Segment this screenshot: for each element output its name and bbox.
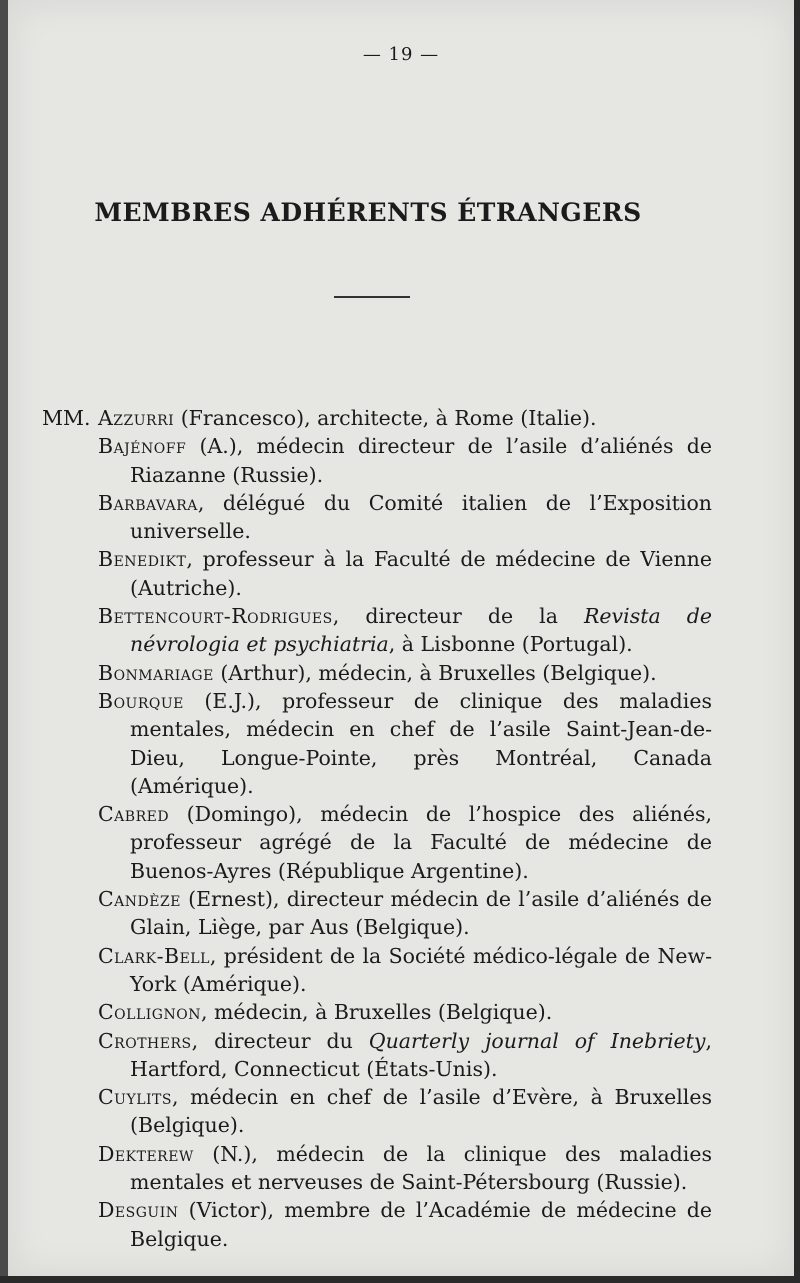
member-name: Cabred: [98, 802, 170, 827]
member-entry: [98, 885, 712, 942]
member-entry: [98, 659, 712, 687]
member-entry: [98, 404, 712, 432]
member-entry: [98, 1083, 712, 1140]
member-name: Crothers: [98, 1028, 192, 1053]
member-list: [42, 404, 712, 1253]
member-name: Benedikt: [98, 547, 187, 572]
title-rule: [334, 296, 410, 298]
member-description: (N.), médecin de la clinique des maladies mentales et nerveuses de Saint-Pétersbourg (Russie).: [130, 1141, 712, 1195]
member-description: (Victor), membre de l’Académie de médecine de Belgique.: [130, 1198, 712, 1251]
member-description: , médecin, à Bruxelles (Belgique).: [200, 1000, 553, 1025]
member-entry: [98, 687, 712, 800]
member-name: Desguin: [98, 1198, 179, 1223]
member-name: Barbavara: [98, 490, 198, 515]
member-description: (Francesco), architecte, à Rome (Italie).: [174, 406, 597, 430]
member-entry: [98, 432, 712, 489]
member-name: Bettencourt-Rodrigues: [98, 604, 333, 629]
member-entry: [98, 998, 712, 1026]
page-number: — 19 —: [362, 44, 440, 65]
member-description: (Domingo), médecin de l’hospice des aliénés, professeur agrégé de la Faculté de médecine de Buenos-Ayres (République Argentine).: [130, 802, 712, 883]
member-description: , directeur de la: [332, 604, 584, 629]
member-entry: [98, 800, 712, 885]
mm-label: MM.: [42, 406, 91, 430]
member-name: Bajénoff: [98, 434, 187, 459]
member-entry: [98, 489, 712, 546]
member-entry: [98, 1196, 712, 1253]
entries-container: [42, 404, 712, 1253]
member-name: Cuylits: [98, 1085, 172, 1110]
scan-edge-right: [794, 0, 800, 1283]
document-page: [8, 0, 794, 1276]
member-name: Dekterew: [98, 1141, 194, 1166]
section-title: MEMBRES ADHÉRENTS ÉTRANGERS: [94, 198, 642, 227]
member-entry: [98, 1027, 712, 1084]
member-description: (Ernest), directeur médecin de l’asile d’aliénés de Glain, Liège, par Aus (Belgique).: [130, 887, 712, 940]
member-name: Bourque: [98, 688, 184, 713]
member-entry: [98, 1140, 712, 1197]
member-name: Bonmariage: [98, 660, 214, 685]
member-description: , délégué du Comité italien de l’Exposition universelle.: [130, 490, 712, 544]
member-name: Azzurri: [98, 406, 175, 430]
member-description: , président de la Société médico-légale de New-York (Amérique).: [130, 943, 712, 996]
member-name: Collignon: [98, 1000, 201, 1025]
member-description-end: , Hartford, Connecticut (États-Unis).: [130, 1028, 712, 1081]
member-entry: [98, 942, 712, 999]
member-description: , directeur du: [191, 1028, 369, 1053]
member-name: Candèze: [98, 887, 181, 912]
member-description: (A.), médecin directeur de l’asile d’aliénés de Riazanne (Russie).: [130, 434, 712, 487]
member-name: Clark-Bell: [98, 943, 210, 968]
member-description: , professeur à la Faculté de médecine de Vienne (Autriche).: [130, 547, 712, 600]
scan-edge-bottom: [0, 1276, 800, 1283]
journal-title: Quarterly journal of Inebriety: [368, 1028, 706, 1053]
member-description: (Arthur), médecin, à Bruxelles (Belgique).: [213, 660, 657, 685]
member-entry: [98, 602, 712, 659]
member-description: (E.J.), professeur de clinique des maladies mentales, médecin en chef de l’asile Saint-Jean-de-Dieu, Longue-Pointe, près Montréal, Canada (Amérique).: [130, 688, 712, 798]
member-description-end: , à Lisbonne (Portugal).: [388, 632, 633, 657]
journal-title: Revista de névrologia et psychiatria: [130, 604, 712, 657]
member-description: , médecin en chef de l’asile d’Evère, à Bruxelles (Belgique).: [130, 1085, 712, 1138]
member-entry: [98, 545, 712, 602]
